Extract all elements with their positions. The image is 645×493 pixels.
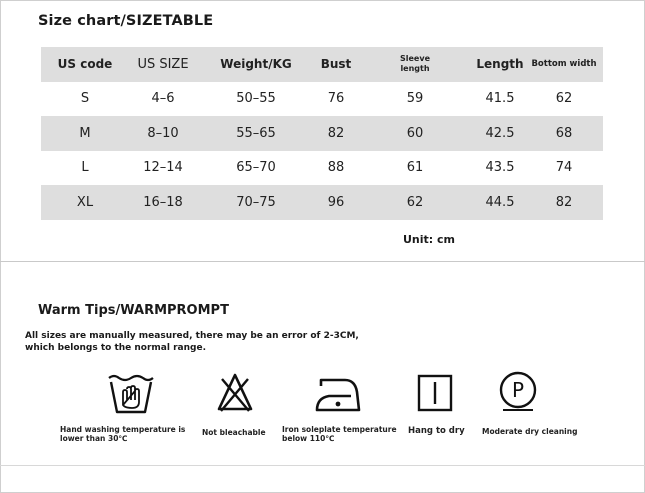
dry-clean-caption bbox=[482, 427, 577, 436]
table-cell: S bbox=[80, 91, 90, 107]
iron-icon bbox=[315, 374, 361, 414]
table-cell: 41.5 bbox=[485, 91, 515, 107]
table-cell: L bbox=[81, 160, 89, 176]
table-row bbox=[41, 116, 603, 151]
tips-title: Warm Tips/WARMPROMPT bbox=[38, 303, 229, 318]
table-cell: 12–14 bbox=[143, 160, 183, 176]
table-cell: 60 bbox=[406, 125, 424, 141]
table-cell: 8–10 bbox=[147, 125, 179, 141]
table-cell: 82 bbox=[327, 125, 345, 141]
header-sleeve-length: Sleeve length bbox=[400, 54, 430, 74]
hang-dry-caption bbox=[408, 427, 465, 436]
header-us-code: US code bbox=[57, 57, 113, 72]
size-table bbox=[41, 47, 603, 220]
table-cell: 59 bbox=[406, 91, 424, 107]
hang-dry-icon bbox=[417, 374, 453, 412]
size-chart-title: Size chart/SIZETABLE bbox=[38, 13, 214, 29]
caption-line: Hand washing temperature is bbox=[60, 425, 186, 434]
table-cell: 74 bbox=[555, 160, 573, 176]
caption-line: Moderate dry cleaning bbox=[482, 427, 578, 436]
dry-clean-letter: P bbox=[511, 378, 525, 402]
table-row bbox=[41, 185, 603, 220]
iron-caption bbox=[282, 425, 397, 443]
caption-line: below 110℃ bbox=[282, 434, 335, 443]
table-row bbox=[41, 82, 603, 117]
table-cell: 62 bbox=[555, 91, 573, 107]
unit-label: Unit: cm bbox=[403, 233, 456, 246]
header-weight: Weight/KG bbox=[220, 57, 292, 72]
header-us-size: US SIZE bbox=[137, 56, 189, 72]
table-cell: 55–65 bbox=[236, 125, 276, 141]
table-cell: 44.5 bbox=[485, 194, 515, 210]
table-cell: 62 bbox=[406, 194, 424, 210]
section-divider bbox=[0, 261, 645, 262]
dry-clean-icon bbox=[497, 370, 539, 412]
table-cell: 4–6 bbox=[151, 91, 175, 107]
table-cell: 50–55 bbox=[236, 91, 276, 107]
table-cell: M bbox=[79, 125, 91, 141]
table-cell: 43.5 bbox=[485, 160, 515, 176]
table-header-row bbox=[41, 47, 603, 82]
table-cell: 16–18 bbox=[143, 194, 183, 210]
table-cell: 42.5 bbox=[485, 125, 515, 141]
table-cell: 88 bbox=[327, 160, 345, 176]
caption-line: lower than 30℃ bbox=[60, 434, 128, 443]
table-cell: 76 bbox=[327, 91, 345, 107]
no-bleach-icon bbox=[216, 371, 254, 413]
table-cell: 61 bbox=[406, 160, 424, 176]
table-cell: 96 bbox=[327, 194, 345, 210]
table-row bbox=[41, 151, 603, 186]
header-length: Length bbox=[476, 57, 524, 72]
bottom-border bbox=[0, 465, 645, 466]
table-cell: XL bbox=[76, 194, 94, 210]
table-cell: 82 bbox=[555, 194, 573, 210]
table-cell: 68 bbox=[555, 125, 573, 141]
header-bottom-width: Bottom width bbox=[531, 59, 597, 70]
caption-line: Hang to dry bbox=[408, 426, 465, 436]
measurement-note: All sizes are manually measured, there may be an error of 2-3CM, which belongs to the normal range. bbox=[25, 331, 359, 353]
caption-line: Iron soleplate temperature bbox=[282, 425, 397, 434]
header-bust: Bust bbox=[320, 57, 352, 72]
caption-line: Not bleachable bbox=[202, 428, 266, 437]
hand-wash-caption bbox=[60, 425, 185, 443]
no-bleach-caption bbox=[202, 428, 266, 437]
hand-wash-icon bbox=[106, 372, 156, 416]
table-cell: 65–70 bbox=[236, 160, 276, 176]
table-cell: 70–75 bbox=[236, 194, 276, 210]
